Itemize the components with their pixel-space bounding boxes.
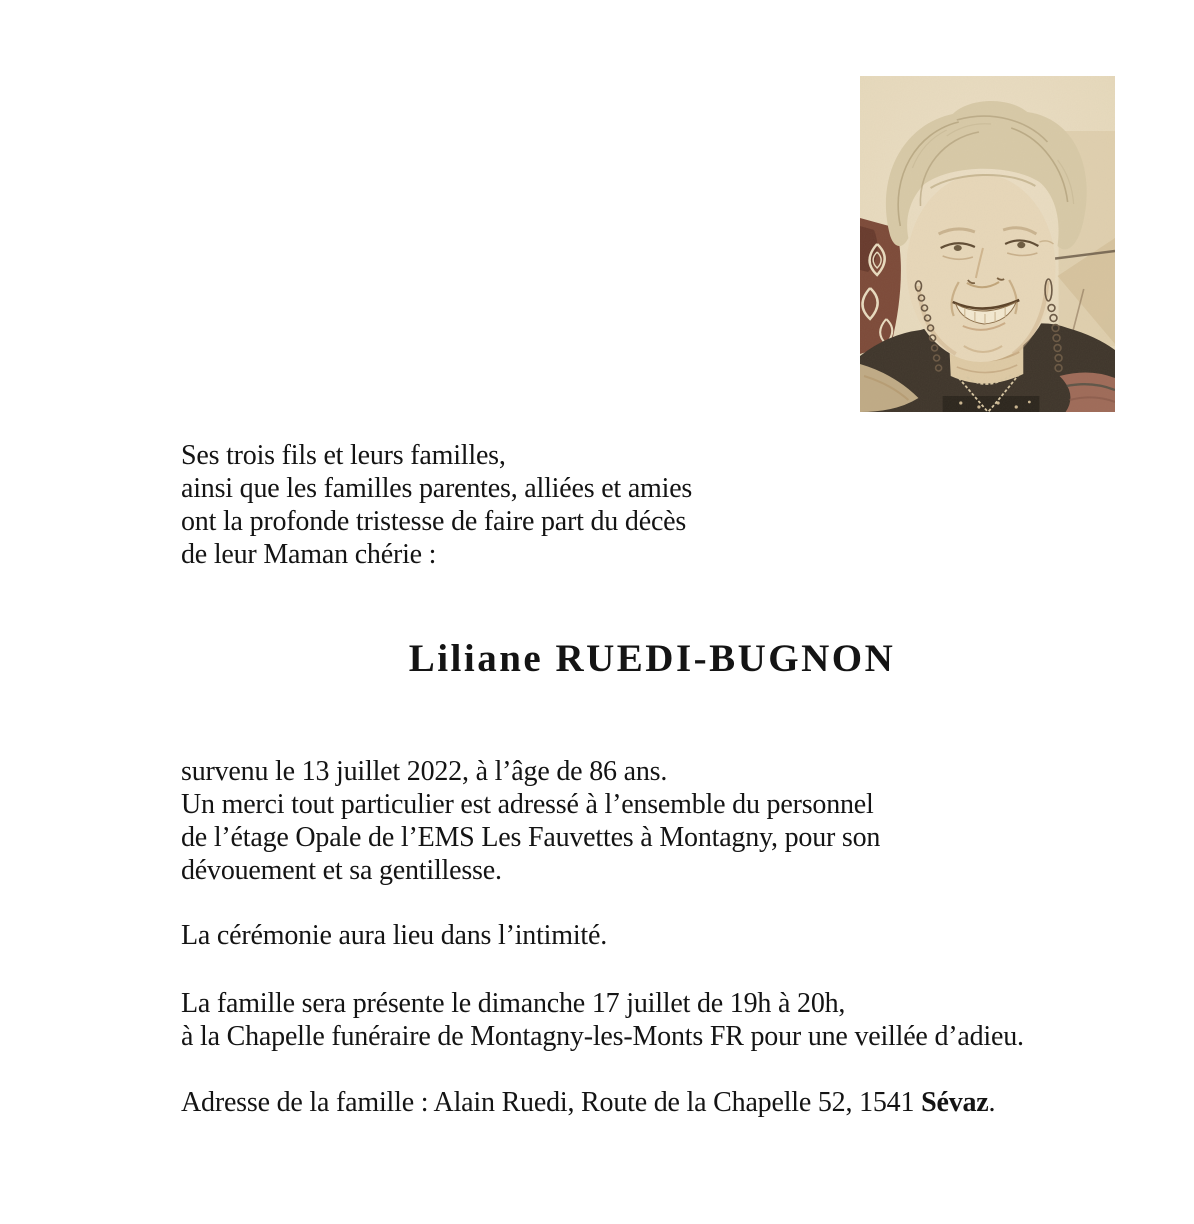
intro-paragraph — [181, 439, 692, 571]
ceremony-paragraph — [181, 919, 607, 952]
details-line: dévouement et sa gentillesse. — [181, 855, 502, 886]
ceremony-line: La cérémonie aura lieu dans l’intimité. — [181, 920, 608, 951]
details-paragraph — [181, 755, 880, 887]
intro-line: Ses trois fils et leurs familles, — [181, 440, 506, 471]
vigil-line: à la Chapelle funéraire de Montagny-les-Monts FR pour une veillée d’adieu. — [181, 1021, 1024, 1052]
family-address-locality: Sévaz — [921, 1087, 989, 1118]
portrait-photo-canvas — [860, 76, 1115, 412]
deceased-name-wrap — [110, 636, 1194, 682]
details-line: survenu le 13 juillet 2022, à l’âge de 86 ans. — [181, 756, 668, 787]
family-address-text: Adresse de la famille : Alain Ruedi, Route de la Chapelle 52, 1541 — [181, 1087, 922, 1118]
vigil-paragraph — [181, 987, 1024, 1053]
portrait-photo — [860, 76, 1115, 412]
photo-grain — [860, 76, 1115, 412]
family-address-period: . — [988, 1087, 996, 1118]
intro-line: ainsi que les familles parentes, alliées et amies — [181, 473, 693, 504]
family-address-line — [181, 1086, 995, 1119]
family-address-paragraph — [181, 1086, 995, 1119]
details-line: de l’étage Opale de l’EMS Les Fauvettes à Montagny, pour son — [181, 822, 881, 853]
deceased-name: Liliane RUEDI-BUGNON — [408, 637, 896, 680]
details-line: Un merci tout particulier est adressé à l’ensemble du personnel — [181, 789, 874, 820]
intro-line: ont la profonde tristesse de faire part du décès — [181, 506, 687, 537]
vigil-line: La famille sera présente le dimanche 17 juillet de 19h à 20h, — [181, 988, 846, 1019]
intro-line: de leur Maman chérie : — [181, 539, 437, 570]
